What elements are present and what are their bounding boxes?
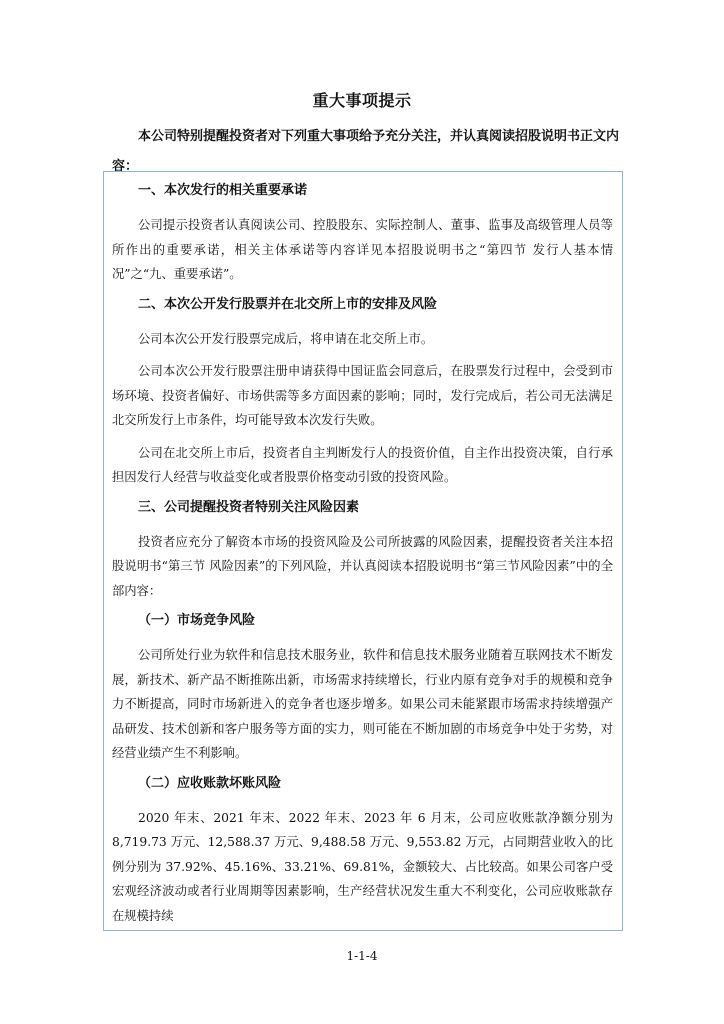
page-number: 1-1-4 [346, 949, 378, 963]
content-box [103, 171, 623, 931]
page-title: 重大事项提示 [312, 91, 412, 110]
section-paragraph: 公司本次公开发行股票完成后，将申请在北交所上市。 [138, 331, 434, 346]
section-heading: 一、本次发行的相关重要承诺 [138, 183, 308, 198]
section-paragraph: 公司所处行业为软件和信息技术服务业，软件和信息技术服务业随着互联网技术不断发展，新技术、新产品不断推陈出新，市场需求持续增长，行业内原有竞争对手的规模和竞争力不断提高，同时市场新进入的竞争者也逐步增多。如果公司未能紧跟市场需求持续增强产品研发、技术创新和客户服务等方面的实力，则可能在不断加剧的市场竞争中处于劣势，对经营业绩产生不利影响。 [112, 648, 613, 760]
section-heading: 二、本次公开发行股票并在北交所上市的安排及风险 [138, 296, 438, 312]
section-heading: 三、公司提醒投资者特别关注风险因素 [138, 499, 360, 515]
subsection-heading: （二）应收账款坏账风险 [138, 775, 282, 791]
subsection-heading: （一）市场竞争风险 [138, 613, 256, 628]
section-paragraph: 公司本次公开发行股票注册申请获得中国证监会同意后，在股票发行过程中，会受到市场环境、投资者偏好、市场供需等多方面因素的影响；同时，发行完成后，若公司无法满足北交所发行上市条件，均可能导致本次发行失败。 [112, 364, 613, 427]
intro-paragraph: 本公司特别提醒投资者对下列重大事项给予充分关注，并认真阅读招股说明书正文内容： [112, 129, 620, 174]
section-paragraph: 2020 年末、2021 年末、2022 年末、2023 年 6 月末，公司应收账款净额分别为 8,719.73 万元、12,588.37 万元、9,488.58 万元、9,553.82 万元，占同期营业收入的比例分别为 37.92%、45.16%、33.21%、69.81%，金额较大、占比较高。如果公司客户受宏观经济波动或者行业周期等因素影响，生产经营状况发生重大不利变化，公司应收账款存在规模持续 [112, 810, 613, 923]
section-paragraph: 公司提示投资者认真阅读公司、控股股东、实际控制人、董事、监事及高级管理人员等所作出的重要承诺，相关主体承诺等内容详见本招股说明书之“第四节 发行人基本情况”之“九、重要承诺”。 [112, 218, 613, 281]
section-paragraph: 投资者应充分了解资本市场的投资风险及公司所披露的风险因素，提醒投资者关注本招股说明书“第三节 风险因素”的下列风险，并认真阅读本招股说明书“第三节风险因素”中的全部内容： [112, 534, 613, 598]
section-paragraph: 公司在北交所上市后，投资者自主判断发行人的投资价值，自主作出投资决策，自行承担因发行人经营与收益变化或者股票价格变动引致的投资风险。 [112, 445, 613, 484]
